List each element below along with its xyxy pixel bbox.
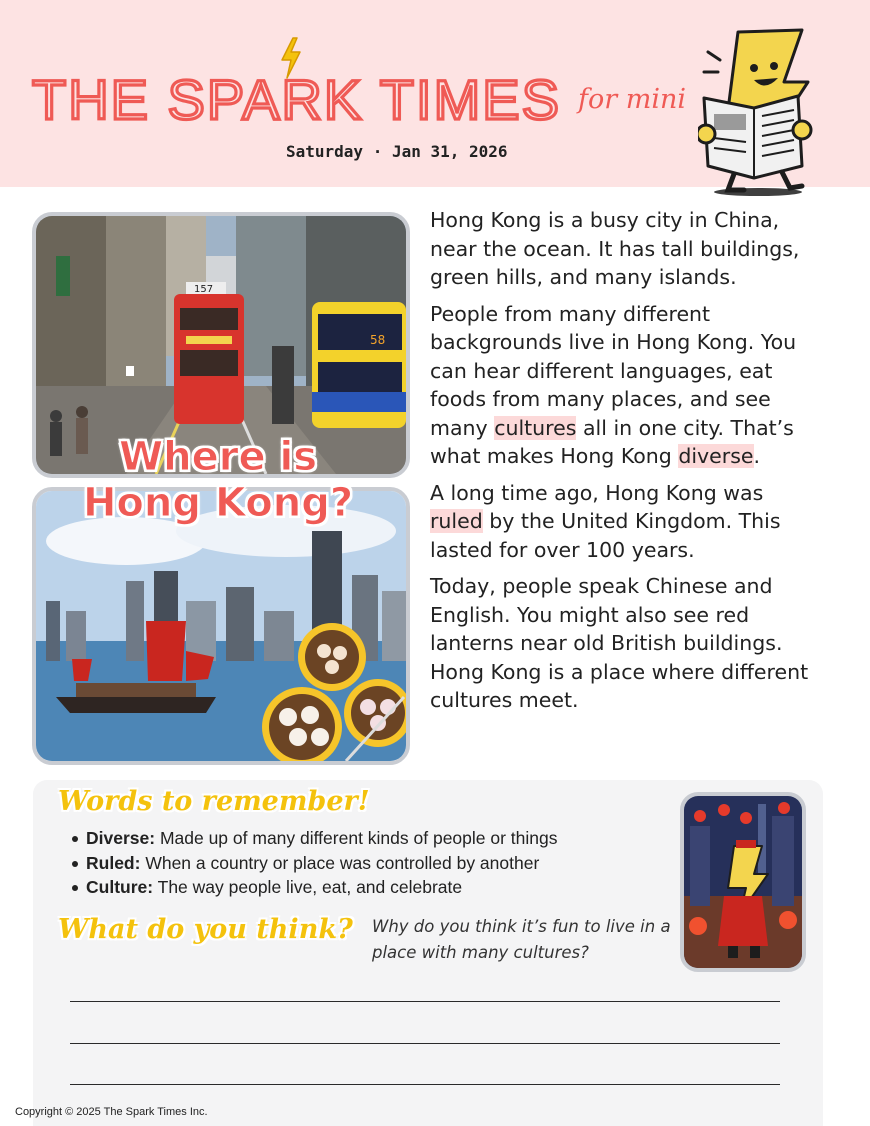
copyright-notice: Copyright © 2025 The Spark Times Inc.: [15, 1106, 208, 1118]
vocab-definition: The way people live, eat, and celebrate: [153, 877, 463, 897]
paragraph-2-text-b: all in one city. That’s what makes Hong Kong: [430, 415, 794, 468]
vocab-definition: When a country or place was controlled by another: [140, 852, 540, 873]
article-headline: [32, 434, 404, 526]
paragraph-3-text-a: A long time ago, Hong Kong was: [430, 480, 764, 505]
article-body: [430, 206, 822, 723]
answer-line-2[interactable]: [70, 1043, 780, 1044]
lightning-mascot-reading-newspaper: [698, 24, 820, 196]
headline-line-1: Where is: [118, 434, 318, 480]
vocab-list: [70, 826, 558, 900]
paragraph-3: [430, 479, 822, 565]
answer-line-1[interactable]: [70, 1001, 780, 1002]
paragraph-3-text-b: by the United Kingdom. This lasted for over 100 years.: [430, 509, 781, 562]
vocab-term: Ruled:: [86, 852, 141, 873]
answer-line-3[interactable]: [70, 1084, 780, 1085]
vocab-heading: Words to remember!: [58, 786, 370, 817]
paragraph-2-text-a: People from many different backgrounds live in Hong Kong. You can hear different languages, eat foods from many places, and see many: [430, 301, 797, 440]
mascot-night-market-illustration: [680, 792, 806, 972]
bus-route-number-2: 58: [370, 333, 386, 347]
vocab-term: Culture:: [86, 877, 154, 897]
highlight-cultures: cultures: [494, 415, 577, 440]
newspaper-title: THE SPARK TIMES: [32, 68, 561, 131]
headline-line-2: Hong Kong?: [82, 480, 354, 526]
highlight-ruled: ruled: [430, 509, 483, 533]
paragraph-2-text-c: .: [753, 444, 761, 468]
newspaper-subtitle: for mini: [578, 84, 686, 115]
bus-route-number: 157: [194, 284, 214, 295]
paragraph-2: [430, 300, 822, 471]
vocab-term: Diverse:: [86, 828, 156, 848]
vocab-item-diverse: [70, 826, 558, 851]
discussion-heading: What do you think?: [58, 914, 353, 945]
vocab-item-ruled: [70, 851, 558, 876]
paragraph-1: Hong Kong is a busy city in China, near the ocean. It has tall buildings, green hills, and many islands.: [430, 208, 800, 289]
discussion-question: Why do you think it’s fun to live in a place with many cultures?: [372, 917, 671, 962]
vocab-item-culture: [70, 875, 558, 900]
paragraph-4: Today, people speak Chinese and English. You might also see red lanterns near old British buildings. Hong Kong is a place where different cultures meet.: [430, 574, 809, 712]
victoria-harbour-photo: [32, 487, 410, 765]
vocab-definition: Made up of many different kinds of people or things: [155, 828, 558, 848]
highlight-diverse: diverse: [678, 444, 754, 468]
issue-date: Saturday · Jan 31, 2026: [286, 142, 508, 161]
